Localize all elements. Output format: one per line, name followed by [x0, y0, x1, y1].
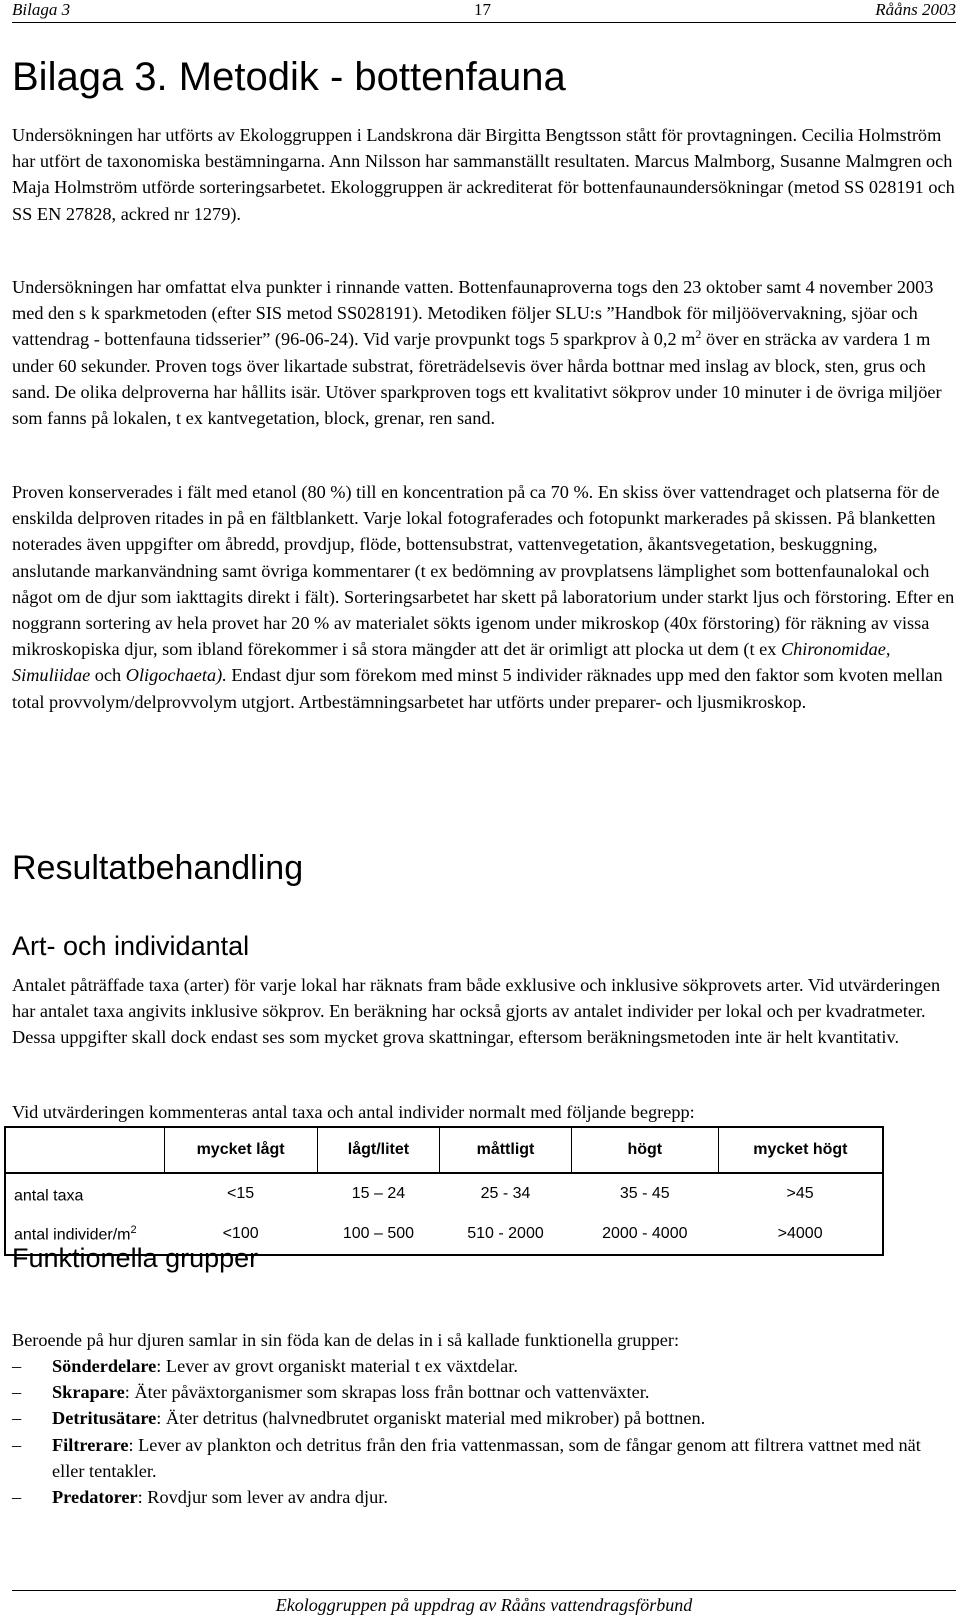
table-row [5, 1173, 883, 1214]
intro-text-2 [12, 274, 956, 431]
subsection1-text: Antalet påträffade taxa (arter) för varje lokal har räknats fram både exklusive och inklusive sökprovets arter. Vid utvärderingen har antalet taxa angivits inklusive sökprov. En beräkning har också gjorts av antalet individer per lokal och per kvadratmeter. Dessa uppgifter skall dock endast ses som mycket grova skattningar, eftersom beräkningsmetoden inte är helt kvantitativ. [12, 975, 941, 1048]
page-footer: Ekologgruppen på uppdrag av Rååns vattendragsförbund [12, 1590, 956, 1616]
taxon-oligochaeta: Oligochaeta). [125, 665, 227, 686]
table-header-lagt-litet: lågt/litet [317, 1127, 439, 1173]
group-desc: : Lever av plankton och detritus från den fria vattenmassan, som de fångar genom att filtrera vattnet med nät eller tentakler. [52, 1434, 921, 1481]
table-cell: 15 – 24 [351, 1185, 406, 1202]
table-intro [12, 1099, 956, 1125]
intro-text-1: Undersökningen har utförts av Ekologgruppen i Landskrona där Birgitta Bengtsson stått för provtagningen. Cecilia Holmström har utfört de taxonomiska bestämningarna. Ann Nilsson har sammanställt resultaten. Marcus Malmborg, Susanne Malmgren och Maja Holmström utförde sorteringsarbetet. Ekologgruppen är ackrediterat för bottenfaunaundersökningar (metod SS 028191 och SS EN 27828, ackred nr 1279). [12, 125, 955, 224]
table-cell: >45 [786, 1185, 814, 1202]
list-item [12, 1353, 956, 1379]
list-item [12, 1405, 956, 1431]
table-header-mycket-lagt: mycket lågt [164, 1127, 317, 1173]
groups-intro-text: Beroende på hur djuren samlar in sin föda kan de delas in i så kallade funktionella grupper: [12, 1330, 680, 1350]
table-cell: <15 [227, 1185, 255, 1202]
page-header [12, 0, 956, 23]
header-page-number: 17 [474, 0, 491, 19]
list-item [12, 1484, 956, 1510]
group-desc: : Äter påväxtorganismer som skrapas loss från bottnar och vattenväxter. [124, 1382, 650, 1403]
list-item [12, 1432, 956, 1484]
header-right-text: Rååns 2003 [875, 0, 956, 19]
table-intro-text: Vid utvärderingen kommenteras antal taxa och antal individer normalt med följande begrepp: [12, 1102, 695, 1122]
table-header-hogt: högt [571, 1127, 718, 1173]
preservation-text [12, 479, 956, 715]
row-label-sup: 2 [130, 1223, 137, 1236]
row-label-text: antal individer/m [14, 1226, 131, 1244]
group-desc: : Lever av grovt organiskt material t ex växtdelar. [156, 1356, 518, 1376]
functional-groups-list [12, 1353, 956, 1510]
preservation-text-and: och [90, 665, 126, 686]
group-term: Skrapare [52, 1382, 125, 1403]
table-header-mattligt: måttligt [440, 1127, 572, 1173]
row-label-text: antal taxa [14, 1187, 84, 1205]
header-left-text: Bilaga 3 [12, 0, 71, 19]
table-cell: 2000 - 4000 [602, 1225, 688, 1242]
subsection-title-art-och-individantal: Art- och individantal [12, 931, 250, 961]
table-cell: 100 – 500 [342, 1225, 415, 1242]
group-desc: : Rovdjur som lever av andra djur. [137, 1487, 388, 1508]
dash-bullet: – [12, 1356, 22, 1376]
group-term: Predatorer [52, 1487, 138, 1508]
table-cell: 510 - 2000 [467, 1225, 544, 1242]
dash-bullet: – [12, 1487, 22, 1508]
table-header-empty [5, 1127, 164, 1173]
table-cell: 35 - 45 [619, 1185, 670, 1202]
intro-paragraph-1 [12, 122, 956, 227]
table-header-mycket-hogt: mycket högt [718, 1127, 883, 1173]
superscript-2: 2 [695, 327, 702, 342]
preservation-text-b: Endast djur som förekom med minst 5 individer räknades upp med den faktor som kvoten mellan total provvolym/delprovvolym utgjort. Artbestämningsarbetet har utförts under preparer- och ljusmikroskop. [12, 665, 943, 712]
intro-paragraph-2 [12, 274, 956, 431]
group-term: Sönderdelare [52, 1356, 157, 1376]
group-term: Detritusätare [52, 1408, 157, 1429]
page-title: Bilaga 3. Metodik - bottenfauna [12, 55, 566, 99]
taxon-chironomidae: Chironomidae, Simuliidae [12, 639, 891, 686]
table-cell: 25 - 34 [480, 1185, 531, 1202]
intro-text-2-part-b: över en sträcka av vardera 1 m under 60 sekunder. Proven togs över likartade substrat, företrädelsevis över hårda bottnar med inslag av block, sten, grus och sand. De olika delproverna har hållits isär. Utöver sparkproven togs ett kvalitativt sökprov under 10 minuter i de övriga miljöer som fanns på lokalen, t ex kantvegetation, block, grenar, ren sand. [12, 329, 942, 429]
subsection1-paragraph [12, 972, 956, 1051]
dash-bullet: – [12, 1434, 22, 1455]
table-cell: >4000 [777, 1225, 823, 1242]
group-desc: : Äter detritus (halvnedbrutet organiskt material med mikrober) på bottnen. [156, 1408, 706, 1429]
subsection-title-funktionella-grupper: Funktionella grupper [12, 1243, 259, 1273]
classification-table [4, 1126, 884, 1256]
groups-intro [12, 1327, 956, 1353]
intro-text-2-part-a: Undersökningen har omfattat elva punkter i rinnande vatten. Bottenfaunaproverna togs den 23 oktober samt 4 november 2003 med den s k sparkmetoden (efter SIS metod SS028191). Metodiken följer SLU:s ”Handbok för miljöövervakning, sjöar och vattendrag - bottenfauna tidsserier” (96-06-24). Vid varje provpunkt togs 5 sparkprov à 0,2 m [12, 277, 934, 350]
table-header-row [5, 1127, 883, 1173]
preservation-paragraph [12, 479, 956, 715]
group-term: Filtrerare [52, 1434, 129, 1455]
table-row-label-antal-taxa [5, 1173, 164, 1214]
preservation-text-a: Proven konserverades i fält med etanol (80 %) till en koncentration på ca 70 %. En skiss över vattendraget och platserna för de enskilda delproven ritades in på en fältblankett. Varje lokal fotograferades och fotopunkt markerades på skissen. På blanketten noterades även uppgifter om åbredd, provdjup, flöde, bottensubstrat, vattenvegetation, åkantsvegetation, beskuggning, anslutande markanvändning samt övriga kommentarer (t ex bedömning av provplatsens lämplighet som bottenfaunalokal och något om de djur som iakttagits direkt i fält). Sorteringsarbetet har skett på laboratorium under starkt ljus och förstoring. Efter en noggrann sortering av hela provet har 20 % av materialet sökts igenom under mikroskop (40x förstoring) för räkning av vissa mikroskopiska djur, som ibland förekommer i så stora mängder att det är orimligt att plocka ut dem (t ex [12, 482, 955, 660]
list-item [12, 1379, 956, 1405]
section-title-resultatbehandling: Resultatbehandling [12, 849, 304, 887]
dash-bullet: – [12, 1382, 22, 1403]
table-cell: <100 [222, 1225, 259, 1242]
dash-bullet: – [12, 1408, 22, 1429]
